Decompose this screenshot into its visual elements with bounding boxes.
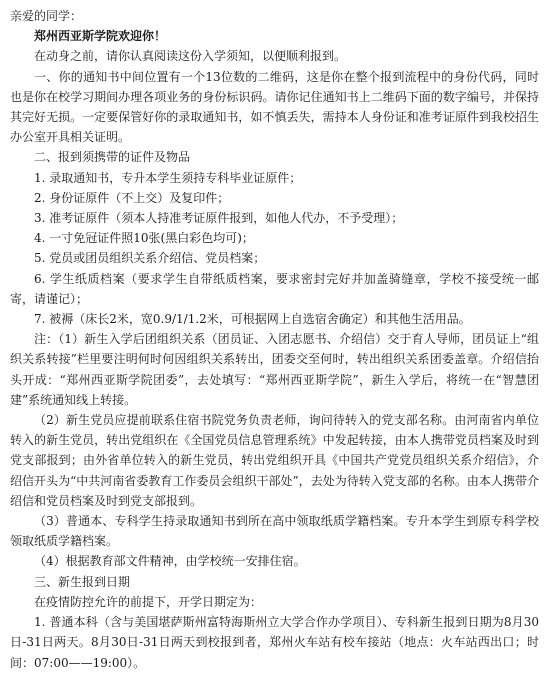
document-item-1: 1. 录取通知书，专升本学生须持专科毕业证原件； <box>34 170 302 185</box>
note-1-youth-league: 注：（1）新生入学后团组织关系（团员证、入团志愿书、介绍信）交于育人导师，团员证上“组织关系转接”栏里要注明何时何因组织关系转出，团委交至何时，转出组织关系团委盖章。介绍信抬头开成：“郑州西亚斯学院团委”，去处填写：“郑州西亚斯学院”，新生入学后，将统一在“智慧团建”系统通知线上转接。 <box>10 332 539 407</box>
document-item-5: 5. 党员或团员组织关系介绍信、党员档案； <box>34 251 266 266</box>
document-item-2: 2. 身份证原件（不上交）及复印件； <box>34 190 230 205</box>
document-item-4: 4. 一寸免冠证件照10张(黑白彩色均可)； <box>34 231 254 246</box>
greeting: 亲爱的同学： <box>10 9 83 23</box>
note-3-student-archive: （3）普通本、专科学生持录取通知书到所在高中领取纸质学籍档案。专升本学生到原专科学校领取纸质学籍档案。 <box>10 514 539 549</box>
document-item-3: 3. 准考证原件（须本人持准考证原件报到，如他人代办，不予受理）； <box>34 211 404 226</box>
document-item-6: 6. 学生纸质档案（要求学生自带纸质档案，要求密封完好并加盖骑缝章，学校不接受统一邮寄，请谨记）； <box>10 271 539 306</box>
intro-paragraph: 在动身之前，请你认真阅读这份入学须知，以便顺利报到。 <box>34 49 347 64</box>
note-4-accommodation: （4）根据教育部文件精神，由学校统一安排住宿。 <box>34 554 306 569</box>
note-2-party-member: （2）新生党员应提前联系住宿书院党务负责老师，询问待转入的党支部名称。由河南省内单位转入的新生党员，转出党组织在《全国党员信息管理系统》中发起转接，由本人携带党员档案及时到党支部报到；由外省单位转入的新生党员，转出党组织开具《中国共产党党员组织关系介绍信》，介绍信开头为“中共河南省委教育工作委员会组织干部处”，去处为待转入党支部的名称。由本人携带介绍信和党员档案及时到党支部报到。 <box>10 413 539 508</box>
welcome-line: 郑州西亚斯学院欢迎你！ <box>34 29 167 44</box>
section-1-qr-code-paragraph: 一、你的通知书中间位置有一个13位数的二维码，这是你在整个报到流程中的身份代码，同时也是你在校学习期间办理各项业务的身份标识码。请你记住通知书上二维码下面的数字编号，并保持其完好无损。一定要保管好你的录取通知书，如不慎丢失，需持本人身份证和准考证原件到我校招生办公室开具相关证明。 <box>10 69 539 145</box>
section-3-title: 三、新生报到日期 <box>34 574 131 589</box>
section-3-intro: 在疫情防控允许的前提下，开学日期定为： <box>34 594 263 609</box>
section-3-item-1: 1. 普通本科（含与美国堪萨斯州富特海斯州立大学合作办学项目）、专科新生报到日期为8月30日-31日两天。8月30日-31日两天到校报到者，郑州火车站有校车接站（地点：火车站西出口；时间：07:00——19:00）。 <box>10 615 539 670</box>
document-item-7: 7. 被褥（床长2米，宽0.9/1/1.2米，可根据网上自选宿舍确定）和其他生活用品。 <box>34 312 471 327</box>
section-2-title: 二、报到须携带的证件及物品 <box>34 150 191 165</box>
